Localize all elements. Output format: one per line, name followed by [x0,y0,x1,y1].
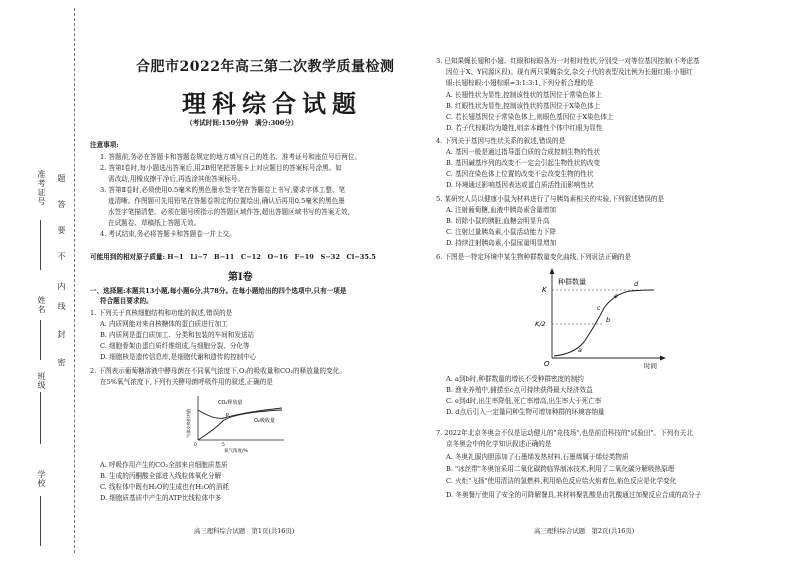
seal-char-bu: 不 [57,252,66,261]
school-line [40,496,41,546]
note-line: 需改动,用橡皮擦干净后,再选涂其他答案标号。 [108,175,245,183]
question-option: D. 环境通过影响基因表达或蛋白质活性而影响性状 [446,181,594,189]
seal-char-yao: 要 [57,226,66,235]
point-e-label: e [614,292,618,300]
name-label: 姓名 [37,296,46,314]
question-option: B. 红眼性状为显性,控制该性状的基因位于X染色体上 [446,102,601,110]
part1-label: 第Ⅰ卷 [228,272,253,283]
name-line [40,320,41,360]
co2-legend: CO₂释放量 [218,400,243,406]
class-label: 班级 [37,372,46,390]
question-option: A. 基因一般是通过指导蛋白质的合成控制生物的性状 [446,148,601,156]
question-option: A. 长翅性状为显性,控制该性状的基因位于常染色体上 [446,91,603,99]
question-stem: 在5%氧气浓度下,下列有关酵母菌呼吸作用的叙述,正确的是 [100,378,273,386]
page-footer: 高三理科综合试题 第2页(共16页) [534,527,635,535]
question-option: C. 线粒体中既有H₂O的生成也有H₂O的消耗 [100,483,229,491]
origin-label: 0 [194,443,197,448]
question-stem: 京冬奥会中的化学知识叙述正确的是 [446,440,552,448]
question-stem: 5. 某研究人员以健康小鼠为材料进行了与胰岛素相关的实验,下列叙述错误的是 [436,195,665,203]
k2-label: K/2 [535,320,546,328]
question-option: B. "冰丝带"冬奥馆采用二氧化碳跨临界制冰技术,利用了二氧化碳分解吸热原理 [446,465,675,473]
question-stem: 1. 下列关于真核细胞结构和功能的叙述,错误的是 [90,309,233,317]
exam-info: （考试时间:150分钟 满分:300分） [186,119,298,127]
question-option: B. 生成的丙酮酸全部进入线粒体氧化分解 [100,472,222,480]
question-option: B. 基因碱基序列的改变不一定会引起生物性状的改变 [446,159,601,167]
question-option: D. 冬奥餐厅使用了安全的可降解餐具,其材料聚乳酸是由乳酸通过加聚反应合成的高分子 [446,491,702,499]
question-stem: 6. 下图是一特定环境中某生物种群数量变化曲线,下列说法正确的是 [436,253,632,261]
growth-curve [554,290,654,356]
seal-char-xian: 线 [57,302,66,311]
question-option: D. 持续注射胰岛素,小鼠尿量明显增加 [446,239,557,247]
school-label: 学校 [37,470,46,488]
origin-label: O [544,360,550,368]
population-chart [534,266,674,370]
question-option: A. 冬奥礼服内胆添加了石墨烯发热材料,石墨烯属于烯烃类物质 [446,453,629,461]
point-p: P [226,413,230,419]
question-option: D. d点后引入一定量同种生物可增加种群的环境容纳量 [446,408,605,416]
seal-char-da: 答 [57,200,66,209]
question-stem: 因位于X、Y同源区段)。现有两只果蝇杂交,杂交子代的表型及比例为长翅红眼:小翅红 [446,68,693,76]
part1-instruction: 符合题目要求的。 [100,297,153,305]
question-option: B. 内质网是蛋白质加工、分类和包装的车间和发送站 [100,331,255,339]
o2-legend: O₂吸收量 [254,418,275,424]
seal-char-mi: 密 [57,358,66,367]
k-label: K [542,286,547,294]
exam-no-line [40,220,41,270]
exam-no-label: 准考证号 [37,170,46,206]
point-a-label: a [578,346,582,354]
question-option: A. 注射葡萄糖,血液中胰岛素含量增加 [446,206,556,214]
o2-curve [198,410,282,440]
part1-instruction: 一、选择题:本题共13小题,每小题6分,共78分。在每小题给出的四个选项中,只有一项是 [90,287,347,295]
question-option: B. 切除小鼠的胰脏,血糖会明显升高 [446,217,550,225]
y-axis-label: 气体交换相对值 [186,408,191,438]
note-line: 在试题卷、草稿纸上答题无效。 [108,219,201,227]
x-axis-label: 时间 [644,362,657,370]
question-stem: 7. 2022年北京冬奥会不仅是运动健儿的"竞技场",也是前沿科技的"试验田"。下列有关北 [436,429,693,437]
note-line: 2. 答第Ⅰ卷时,每小题选出答案后,用2B铅笔把答题卡上对应题目的答案标号涂黑。如 [100,164,342,172]
point-d-label: d [634,280,639,288]
note-line: 水签字笔描清楚。必须在题号所指示的答题区域作答,超出答题区域书写的答案无效, [108,208,350,216]
question-option: C. 细胞骨架由蛋白质纤维组成,与细胞分裂、分化等 [100,342,250,350]
seal-char-ti: 题 [57,174,66,183]
question-option: B. 渔业养殖中,捕捞至c点可持续获得最大经济效益 [446,386,593,394]
question-option: C. 若长翅基因位于常染色体上,则眼色基因位于X染色体上 [446,113,614,121]
y-axis-label: 种群数量 [558,278,586,286]
note-line: 3. 答第Ⅱ卷时,必须使用0.5毫米的黑色墨水签字笔在答题卷上书写,要求字体工整、笔 [100,186,346,194]
question-option: A. a到b时,种群数量的增长不受种群密度的制约 [446,375,584,383]
question-option: D. 细胞核是遗传信息库,是细胞代谢和遗传的控制中心 [100,353,257,361]
question-option: C. 基因在染色体上位置的改变不会改变生物的性状 [446,170,594,178]
question-option: C. 注射过量胰岛素,小鼠活动能力下降 [446,228,557,236]
seal-char-nei: 内 [57,282,66,291]
seal-dashed-line [74,8,75,553]
note-line: 1. 答题前,务必在答题卡和答题卷规定的地方填写自己的姓名、准考证号和座位号后两位。 [100,153,362,161]
question-option: A. 呼吸作用产生的CO₂全部来自细胞质基质 [100,461,228,469]
x-axis-label: 氧气浓度/% [224,449,248,454]
seal-char-feng: 封 [57,330,66,339]
x-axis-arrow [660,356,666,361]
question-stem: 3. 已知果蝇长翅和小翅、红眼和棕眼各为一对相对性状,分别受一对等位基因控制(不考虑基 [436,57,700,65]
question-option: C. e到d时,出生率降低,死亡率增高,出生率大于死亡率 [446,397,602,405]
atomic-masses: 可能用到的相对原子质量: H−1 Li−7 B−11 C−12 O−16 F−19 S−32 Cl−35.5 [90,253,376,261]
exam-title: 合肥市2022年高三第二次教学质量检测 [136,59,395,75]
co2-curve [198,408,282,418]
notes-heading: 注意事项: [90,141,119,149]
question-option: C. 火炬"飞扬"使用清洁的氢燃料,利用焰色反应给火焰着色,焰色反应是化学变化 [446,477,677,485]
note-line: 迹清晰。作图题可先用铅笔在答题卷规定的位置绘出,确认后再用0.5毫米的黑色墨 [108,197,345,205]
question-option: D. 细胞质基质中产生的ATP比线粒体中多 [100,494,222,502]
question-stem: 2. 下图表示葡萄糖溶液中酵母菌在不同氧气浓度下,O₂的吸收量和CO₂的释放量的变化。 [90,367,346,375]
question-stem: 眼:长翅棕眼:小翅棕眼=3:1:3:1,下列分析合理的是 [446,79,594,87]
question-stem: 4. 下列关于基因与性状关系的叙述,错误的是 [436,137,566,145]
question-option: A. 内质网能对来自核糖体的蛋白质进行加工 [100,320,228,328]
point-b-label: b [606,316,611,324]
x-tick-5: 5 [222,443,225,448]
note-line: 4. 考试结束,务必将答题卡和答题卷一并上交。 [100,230,236,238]
class-line [40,392,41,444]
point-c-label: c [597,304,601,312]
y-axis-arrow [550,268,555,274]
respiration-chart [184,392,294,454]
subject-title: 理科综合试题 [182,89,362,118]
page-footer: 高三理科综合试题 第1页(共16页) [194,527,295,535]
question-option: D. 若子代棕眼均为雄性,则亲本雌性个体中红眼为显性 [446,124,603,132]
